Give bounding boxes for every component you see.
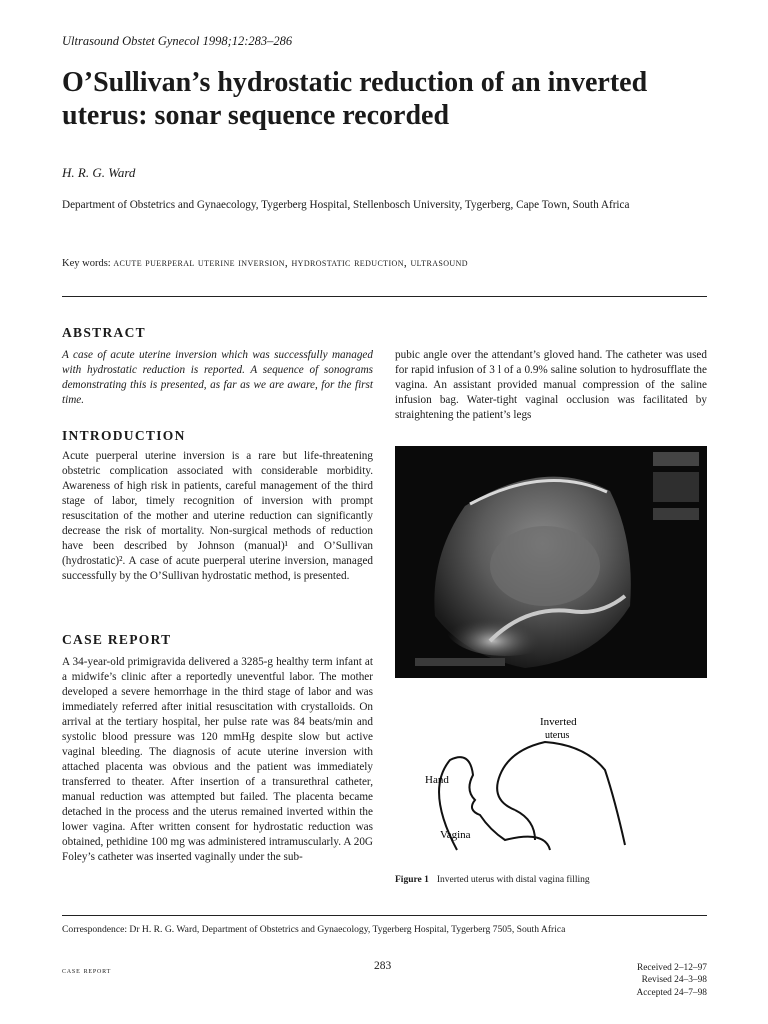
accepted-date: Accepted 24–7–98: [636, 987, 707, 998]
keywords-values: acute puerperal uterine inversion, hydrostatic reduction, ultrasound: [113, 257, 468, 269]
abstract-heading: ABSTRACT: [62, 325, 146, 340]
footer-divider: [62, 915, 707, 916]
page-number: 283: [374, 960, 392, 972]
article-title: O’Sullivan’s hydrostatic reduction of an inverted uterus: sonar sequence recorded: [62, 67, 648, 131]
case-report-heading: CASE REPORT: [62, 632, 172, 647]
figure-caption-label: Figure 1: [395, 875, 429, 885]
label-inverted: Inverted: [540, 716, 577, 728]
case-report-continuation: pubic angle over the attendant’s gloved hand. The catheter was used for rapid infusion of 3 l of a 0.9% saline solution to hydrosufflate the vagina. An assistant provided manual compression of the saline infusion bag. Water-tight vaginal occlusion was facilitated by straightening the patient’s legs: [395, 349, 707, 421]
correspondence: Correspondence: Dr H. R. G. Ward, Department of Obstetrics and Gynaecology, Tygerberg Hospital, Tygerberg 7505, South Africa: [62, 924, 566, 935]
introduction-heading: INTRODUCTION: [62, 428, 186, 443]
affiliation: Department of Obstetrics and Gynaecology, Tygerberg Hospital, Stellenbosch University, Tygerberg, Cape Town, South Africa: [62, 199, 630, 211]
footer-section: case report: [62, 965, 112, 975]
journal-citation: Ultrasound Obstet Gynecol 1998;12:283–286: [62, 34, 293, 48]
figure-caption-text: Inverted uterus with distal vagina filling: [436, 875, 590, 885]
case-report-text: A 34-year-old primigravida delivered a 3285-g healthy term infant at a midwife’s clinic after a reportedly uneventful labor. The mother developed a severe hemorrhage in the third stage of labor and was immediately referred after initial resuscitation with crystalloids. On arrival at the tertiary hospital, her pulse rate was 84 beats/min and systolic blood pressure was 120 mmHg despite slow but active vaginal bleeding. The diagnosis of acute uterine inversion with attached placenta was obvious and the patient was immediately transferred to theater. After insertion of a transurethral catheter, manual reduction was attempted but failed. The placenta became detached in the process and the uterus remained inverted within the lower vagina. After written consent for hydrostatic reduction was obtained, pethidine 100 mg was administered intramuscularly. A 20G Foley’s catheter was inserted vaginally under the sub-: [62, 656, 373, 863]
author: H. R. G. Ward: [62, 165, 136, 180]
keywords-label: Key words:: [62, 258, 111, 269]
abstract-text: A case of acute uterine inversion which was successfully managed with hydrostatic reduction is reported. A sequence of sonograms demonstrating this is presented, as far as we are aware, for the first time.: [62, 349, 373, 406]
label-hand: Hand: [425, 774, 449, 786]
keywords: [62, 257, 708, 269]
label-vagina: Vagina: [440, 829, 471, 841]
received-date: Received 2–12–97: [636, 963, 707, 973]
footer-dates: [560, 962, 707, 999]
introduction-text: Acute puerperal uterine inversion is a rare but life-threatening obstetric complication associated with considerable morbidity. Awareness of high risk in patients, careful management of the third stage of labor, timely recognition of inversion with prompt resuscitation of the mother and uterine reduction can significantly decrease the risk of mortality. Non-surgical methods of reduction have been described by Johnson (manual)¹ and O’Sullivan (hydrostatic)². A case of acute puerperal uterine inversion, managed successfully by the O’Sullivan hydrostatic method, is presented.: [62, 450, 373, 582]
header-divider: [62, 296, 707, 297]
label-uterus: uterus: [545, 730, 570, 741]
diagram-illustration: [395, 690, 707, 860]
ultrasound-image: [395, 446, 707, 678]
figure-caption: [395, 875, 590, 885]
revised-date: Revised 24–3–98: [641, 975, 707, 986]
